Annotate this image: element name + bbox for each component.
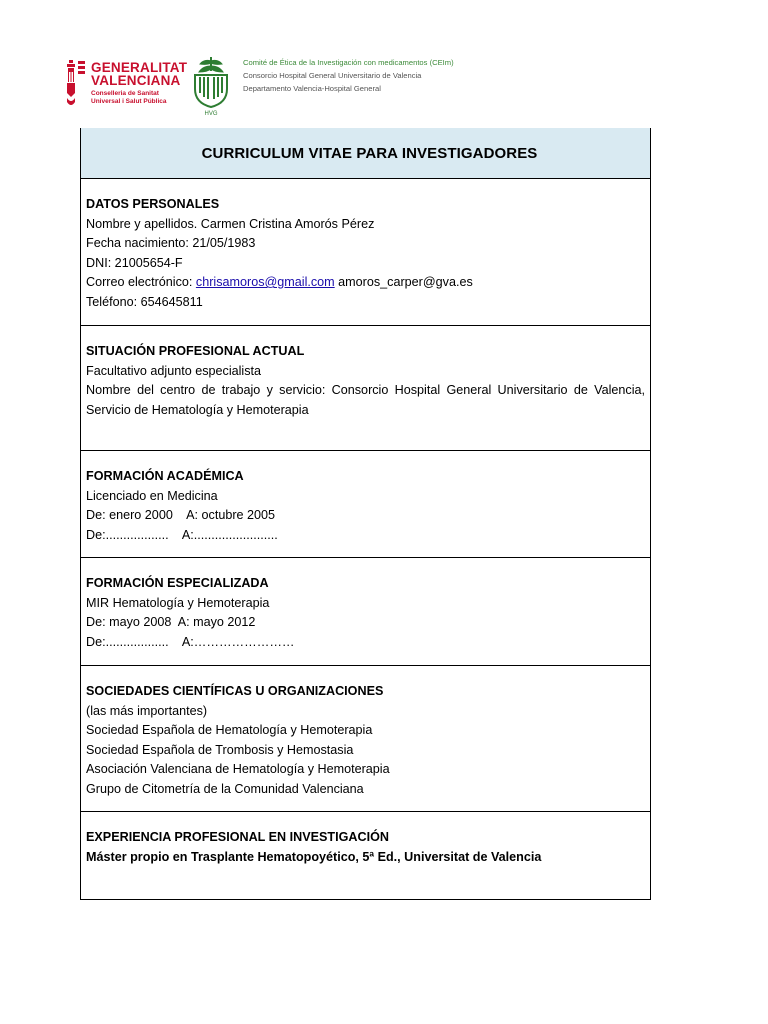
email-secondary: amoros_carper@gva.es: [334, 275, 473, 289]
section-specialized-training: [81, 558, 650, 666]
section-current-situation: [81, 326, 650, 451]
specialized-dates: De: mayo 2008 A: mayo 2012: [86, 615, 256, 629]
section-scientific-societies: [81, 666, 650, 812]
situation-workplace: Nombre del centro de trabajo y servicio: Consorcio Hospital General Universitario de Valencia, Servicio de Hematología y Hemoterapia: [86, 383, 645, 417]
committee-name: Comité de Ética de la Investigación con medicamentos (CEIm): [243, 58, 454, 67]
form-title: CURRICULUM VITAE PARA INVESTIGADORES: [201, 144, 538, 162]
committee-info: [243, 56, 454, 95]
section-personal-data: [81, 179, 650, 326]
section-heading: SOCIEDADES CIENTÍFICAS U ORGANIZACIONES: [86, 684, 384, 698]
personal-dni: DNI: 21005654-F: [86, 255, 183, 270]
society-item: Grupo de Citometría de la Comunidad Valenciana: [86, 781, 364, 796]
department-name: Departamento Valencia-Hospital General: [243, 84, 381, 93]
specialized-program: MIR Hematología y Hemoterapia: [86, 595, 270, 610]
society-item: Sociedad Española de Hematología y Hemoterapia: [86, 723, 373, 737]
generalitat-title: [91, 61, 187, 87]
personal-name: Nombre y apellidos. Carmen Cristina Amorós Pérez: [86, 216, 375, 231]
academic-dates: De: enero 2000 A: octubre 2005: [86, 508, 276, 522]
societies-note: (las más importantes): [86, 703, 208, 718]
conselleria-label: [91, 90, 167, 106]
generalitat-title-line2: VALENCIANA: [91, 73, 181, 88]
personal-phone: Teléfono: 654645811: [86, 294, 203, 309]
hospital-name: Consorcio Hospital General Universitario de Valencia: [243, 71, 422, 80]
society-item: Sociedad Española de Trombosis y Hemostasia: [86, 742, 354, 757]
email-link[interactable]: chrisamoros@gmail.com: [195, 275, 335, 289]
hvg-label: HVG: [204, 111, 218, 117]
specialized-dates-empty: De:.................. A:……………………: [86, 634, 295, 649]
page-header: [0, 0, 768, 125]
section-heading: FORMACIÓN ESPECIALIZADA: [86, 576, 269, 590]
form-title-row: [81, 128, 650, 179]
cv-form: [80, 128, 651, 900]
generalitat-title-line1: GENERALITAT: [91, 60, 188, 75]
personal-birthdate: Fecha nacimiento: 21/05/1983: [86, 236, 256, 250]
situation-position: Facultativo adjunto especialista: [86, 363, 262, 378]
section-heading: SITUACIÓN PROFESIONAL ACTUAL: [86, 344, 305, 358]
section-research-experience: [81, 812, 650, 899]
research-item: Máster propio en Trasplante Hematopoyético, 5ª Ed., Universitat de Valencia: [86, 849, 542, 864]
section-heading: EXPERIENCIA PROFESIONAL EN INVESTIGACIÓN: [86, 830, 389, 844]
society-item: Asociación Valenciana de Hematología y Hemoterapia: [86, 762, 390, 776]
hvg-hospital-logo: [190, 55, 232, 117]
section-heading: DATOS PERSONALES: [86, 197, 220, 211]
email-label: Correo electrónico:: [86, 275, 196, 289]
personal-email: [86, 273, 645, 293]
academic-dates-empty: De:.................. A:........................: [86, 527, 278, 542]
academic-degree: Licenciado en Medicina: [86, 488, 218, 503]
section-heading: FORMACIÓN ACADÉMICA: [86, 469, 244, 483]
conselleria-line2: Universal i Salut Pública: [91, 98, 167, 105]
section-academic-training: [81, 451, 650, 558]
conselleria-line1: Conselleria de Sanitat: [91, 90, 159, 97]
